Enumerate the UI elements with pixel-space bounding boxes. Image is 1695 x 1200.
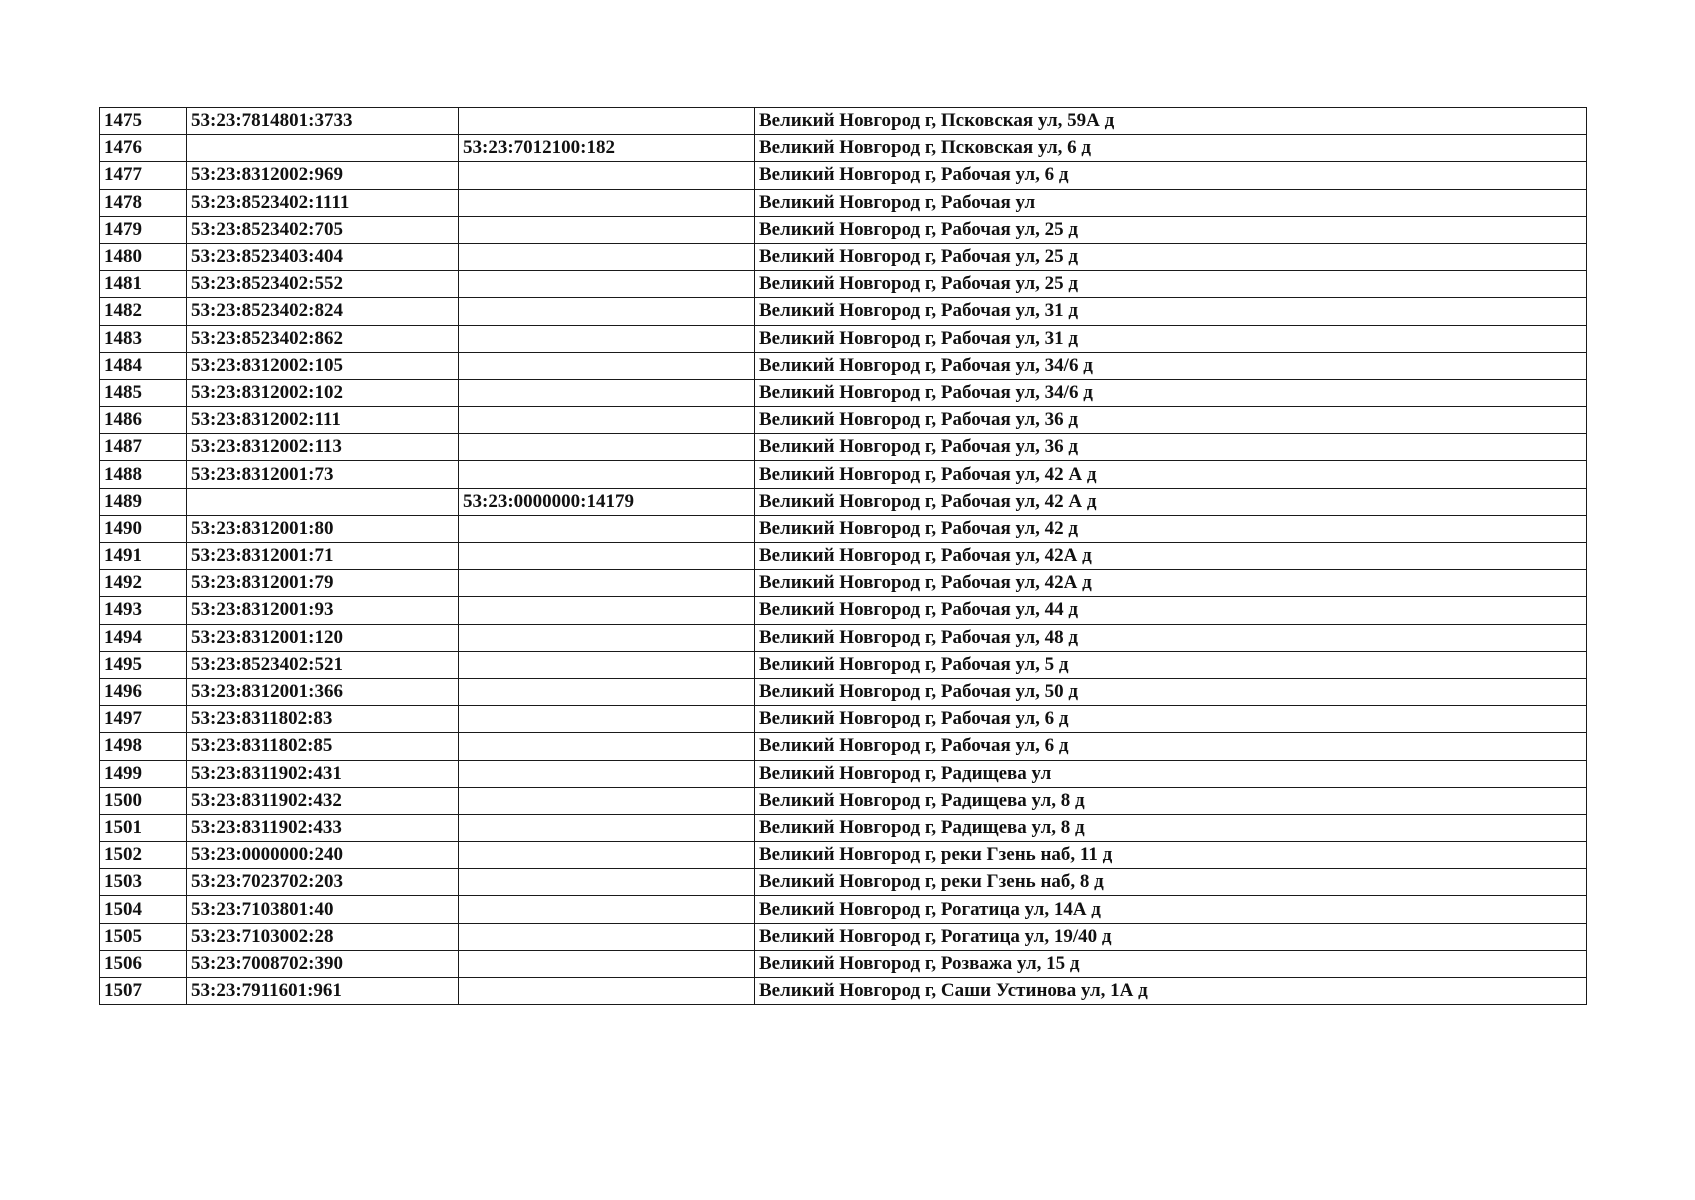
cadastral-number-cell: 53:23:7023702:203: [187, 869, 459, 896]
row-number-cell: 1494: [100, 624, 187, 651]
table-row: [100, 570, 1587, 597]
row-number-cell: 1496: [100, 678, 187, 705]
row-number-cell: 1477: [100, 162, 187, 189]
address-cell: Великий Новгород г, Радищева ул: [755, 760, 1587, 787]
table-row: [100, 896, 1587, 923]
cadastral-number-cell: 53:23:8312002:969: [187, 162, 459, 189]
row-number-cell: 1486: [100, 407, 187, 434]
address-cell: Великий Новгород г, Рабочая ул, 50 д: [755, 678, 1587, 705]
cadastral-number-cell: 53:23:8312002:113: [187, 434, 459, 461]
additional-cadastral-number-cell: [459, 189, 755, 216]
cadastral-number-cell: [187, 135, 459, 162]
additional-cadastral-number-cell: [459, 434, 755, 461]
cadastral-number-cell: 53:23:8523402:1111: [187, 189, 459, 216]
row-number-cell: 1497: [100, 706, 187, 733]
cadastral-number-cell: 53:23:8311902:431: [187, 760, 459, 787]
cadastral-number-cell: 53:23:8312001:73: [187, 461, 459, 488]
address-cell: Великий Новгород г, Рабочая ул, 34/6 д: [755, 379, 1587, 406]
additional-cadastral-number-cell: [459, 678, 755, 705]
row-number-cell: 1490: [100, 515, 187, 542]
cadastral-number-cell: 53:23:0000000:240: [187, 842, 459, 869]
cadastral-number-cell: 53:23:8523403:404: [187, 243, 459, 270]
table-row: [100, 706, 1587, 733]
additional-cadastral-number-cell: [459, 760, 755, 787]
row-number-cell: 1492: [100, 570, 187, 597]
table-row: [100, 108, 1587, 135]
address-cell: Великий Новгород г, Рабочая ул: [755, 189, 1587, 216]
table-row: [100, 543, 1587, 570]
row-number-cell: 1503: [100, 869, 187, 896]
table-row: [100, 678, 1587, 705]
cadastral-number-cell: 53:23:8523402:824: [187, 298, 459, 325]
table-row: [100, 978, 1587, 1005]
table-row: [100, 162, 1587, 189]
address-cell: Великий Новгород г, Рабочая ул, 36 д: [755, 434, 1587, 461]
table-row: [100, 135, 1587, 162]
table-row: [100, 189, 1587, 216]
additional-cadastral-number-cell: [459, 216, 755, 243]
cadastral-number-cell: 53:23:8312001:366: [187, 678, 459, 705]
additional-cadastral-number-cell: [459, 352, 755, 379]
address-cell: Великий Новгород г, Рабочая ул, 42А д: [755, 570, 1587, 597]
table-row: [100, 624, 1587, 651]
row-number-cell: 1500: [100, 787, 187, 814]
additional-cadastral-number-cell: [459, 842, 755, 869]
cadastral-number-cell: 53:23:8312001:120: [187, 624, 459, 651]
row-number-cell: 1507: [100, 978, 187, 1005]
cadastral-number-cell: 53:23:8312001:79: [187, 570, 459, 597]
additional-cadastral-number-cell: [459, 869, 755, 896]
table-row: [100, 243, 1587, 270]
cadastral-number-cell: 53:23:8523402:705: [187, 216, 459, 243]
address-cell: Великий Новгород г, Рабочая ул, 42 А д: [755, 488, 1587, 515]
additional-cadastral-number-cell: [459, 597, 755, 624]
additional-cadastral-number-cell: [459, 407, 755, 434]
cadastral-number-cell: 53:23:8523402:521: [187, 651, 459, 678]
table-row: [100, 651, 1587, 678]
cadastral-number-cell: 53:23:8311902:432: [187, 787, 459, 814]
row-number-cell: 1483: [100, 325, 187, 352]
cadastral-number-cell: 53:23:8312001:93: [187, 597, 459, 624]
additional-cadastral-number-cell: [459, 651, 755, 678]
address-cell: Великий Новгород г, Радищева ул, 8 д: [755, 814, 1587, 841]
address-cell: Великий Новгород г, Рабочая ул, 48 д: [755, 624, 1587, 651]
table-row: [100, 407, 1587, 434]
address-cell: Великий Новгород г, Рабочая ул, 42 д: [755, 515, 1587, 542]
address-cell: Великий Новгород г, Розважа ул, 15 д: [755, 950, 1587, 977]
address-cell: Великий Новгород г, Саши Устинова ул, 1А д: [755, 978, 1587, 1005]
cadastral-number-cell: 53:23:8523402:552: [187, 271, 459, 298]
additional-cadastral-number-cell: [459, 298, 755, 325]
additional-cadastral-number-cell: [459, 624, 755, 651]
cadastral-number-cell: 53:23:8311902:433: [187, 814, 459, 841]
table-row: [100, 325, 1587, 352]
additional-cadastral-number-cell: [459, 515, 755, 542]
cadastral-number-cell: 53:23:7911601:961: [187, 978, 459, 1005]
row-number-cell: 1505: [100, 923, 187, 950]
row-number-cell: 1499: [100, 760, 187, 787]
additional-cadastral-number-cell: [459, 733, 755, 760]
table-row: [100, 787, 1587, 814]
additional-cadastral-number-cell: [459, 271, 755, 298]
address-cell: Великий Новгород г, реки Гзень наб, 11 д: [755, 842, 1587, 869]
table-row: [100, 515, 1587, 542]
address-cell: Великий Новгород г, Рабочая ул, 6 д: [755, 162, 1587, 189]
address-cell: Великий Новгород г, Радищева ул, 8 д: [755, 787, 1587, 814]
row-number-cell: 1475: [100, 108, 187, 135]
table-row: [100, 434, 1587, 461]
row-number-cell: 1476: [100, 135, 187, 162]
address-cell: Великий Новгород г, Рабочая ул, 31 д: [755, 325, 1587, 352]
table-row: [100, 923, 1587, 950]
address-cell: Великий Новгород г, Рабочая ул, 42А д: [755, 543, 1587, 570]
row-number-cell: 1478: [100, 189, 187, 216]
cadastral-number-cell: 53:23:8311802:85: [187, 733, 459, 760]
address-cell: Великий Новгород г, Рабочая ул, 6 д: [755, 733, 1587, 760]
additional-cadastral-number-cell: [459, 325, 755, 352]
table-row: [100, 733, 1587, 760]
cadastral-number-cell: [187, 488, 459, 515]
cadastral-number-cell: 53:23:8312002:102: [187, 379, 459, 406]
row-number-cell: 1482: [100, 298, 187, 325]
address-cell: Великий Новгород г, Рабочая ул, 31 д: [755, 298, 1587, 325]
address-cell: Великий Новгород г, Рогатица ул, 14А д: [755, 896, 1587, 923]
cadastral-number-cell: 53:23:7103002:28: [187, 923, 459, 950]
row-number-cell: 1488: [100, 461, 187, 488]
additional-cadastral-number-cell: 53:23:7012100:182: [459, 135, 755, 162]
table-row: [100, 814, 1587, 841]
table-row: [100, 352, 1587, 379]
address-cell: Великий Новгород г, Псковская ул, 59А д: [755, 108, 1587, 135]
table-row: [100, 379, 1587, 406]
table-row: [100, 271, 1587, 298]
additional-cadastral-number-cell: [459, 108, 755, 135]
table-row: [100, 461, 1587, 488]
address-cell: Великий Новгород г, Рабочая ул, 25 д: [755, 216, 1587, 243]
address-cell: Великий Новгород г, Рабочая ул, 42 А д: [755, 461, 1587, 488]
table-row: [100, 216, 1587, 243]
additional-cadastral-number-cell: [459, 543, 755, 570]
additional-cadastral-number-cell: [459, 570, 755, 597]
table-row: [100, 842, 1587, 869]
table-row: [100, 950, 1587, 977]
additional-cadastral-number-cell: [459, 162, 755, 189]
row-number-cell: 1489: [100, 488, 187, 515]
address-cell: Великий Новгород г, Рабочая ул, 25 д: [755, 243, 1587, 270]
additional-cadastral-number-cell: [459, 243, 755, 270]
additional-cadastral-number-cell: [459, 787, 755, 814]
registry-table: [99, 107, 1587, 1005]
row-number-cell: 1495: [100, 651, 187, 678]
additional-cadastral-number-cell: [459, 978, 755, 1005]
address-cell: Великий Новгород г, реки Гзень наб, 8 д: [755, 869, 1587, 896]
address-cell: Великий Новгород г, Рабочая ул, 44 д: [755, 597, 1587, 624]
row-number-cell: 1498: [100, 733, 187, 760]
address-cell: Великий Новгород г, Рогатица ул, 19/40 д: [755, 923, 1587, 950]
additional-cadastral-number-cell: 53:23:0000000:14179: [459, 488, 755, 515]
row-number-cell: 1480: [100, 243, 187, 270]
row-number-cell: 1502: [100, 842, 187, 869]
additional-cadastral-number-cell: [459, 814, 755, 841]
row-number-cell: 1487: [100, 434, 187, 461]
registry-table-body: [100, 108, 1587, 1005]
address-cell: Великий Новгород г, Рабочая ул, 36 д: [755, 407, 1587, 434]
address-cell: Великий Новгород г, Рабочая ул, 25 д: [755, 271, 1587, 298]
row-number-cell: 1506: [100, 950, 187, 977]
row-number-cell: 1485: [100, 379, 187, 406]
table-row: [100, 298, 1587, 325]
row-number-cell: 1479: [100, 216, 187, 243]
cadastral-number-cell: 53:23:8312001:80: [187, 515, 459, 542]
additional-cadastral-number-cell: [459, 923, 755, 950]
additional-cadastral-number-cell: [459, 950, 755, 977]
cadastral-number-cell: 53:23:7814801:3733: [187, 108, 459, 135]
cadastral-number-cell: 53:23:7008702:390: [187, 950, 459, 977]
additional-cadastral-number-cell: [459, 896, 755, 923]
address-cell: Великий Новгород г, Рабочая ул, 6 д: [755, 706, 1587, 733]
cadastral-number-cell: 53:23:8311802:83: [187, 706, 459, 733]
cadastral-number-cell: 53:23:8312002:111: [187, 407, 459, 434]
table-row: [100, 597, 1587, 624]
table-row: [100, 488, 1587, 515]
cadastral-number-cell: 53:23:7103801:40: [187, 896, 459, 923]
row-number-cell: 1491: [100, 543, 187, 570]
address-cell: Великий Новгород г, Рабочая ул, 34/6 д: [755, 352, 1587, 379]
cadastral-number-cell: 53:23:8523402:862: [187, 325, 459, 352]
cadastral-number-cell: 53:23:8312001:71: [187, 543, 459, 570]
row-number-cell: 1504: [100, 896, 187, 923]
row-number-cell: 1481: [100, 271, 187, 298]
address-cell: Великий Новгород г, Рабочая ул, 5 д: [755, 651, 1587, 678]
address-cell: Великий Новгород г, Псковская ул, 6 д: [755, 135, 1587, 162]
table-row: [100, 869, 1587, 896]
cadastral-number-cell: 53:23:8312002:105: [187, 352, 459, 379]
row-number-cell: 1484: [100, 352, 187, 379]
additional-cadastral-number-cell: [459, 379, 755, 406]
additional-cadastral-number-cell: [459, 461, 755, 488]
row-number-cell: 1501: [100, 814, 187, 841]
additional-cadastral-number-cell: [459, 706, 755, 733]
table-row: [100, 760, 1587, 787]
row-number-cell: 1493: [100, 597, 187, 624]
